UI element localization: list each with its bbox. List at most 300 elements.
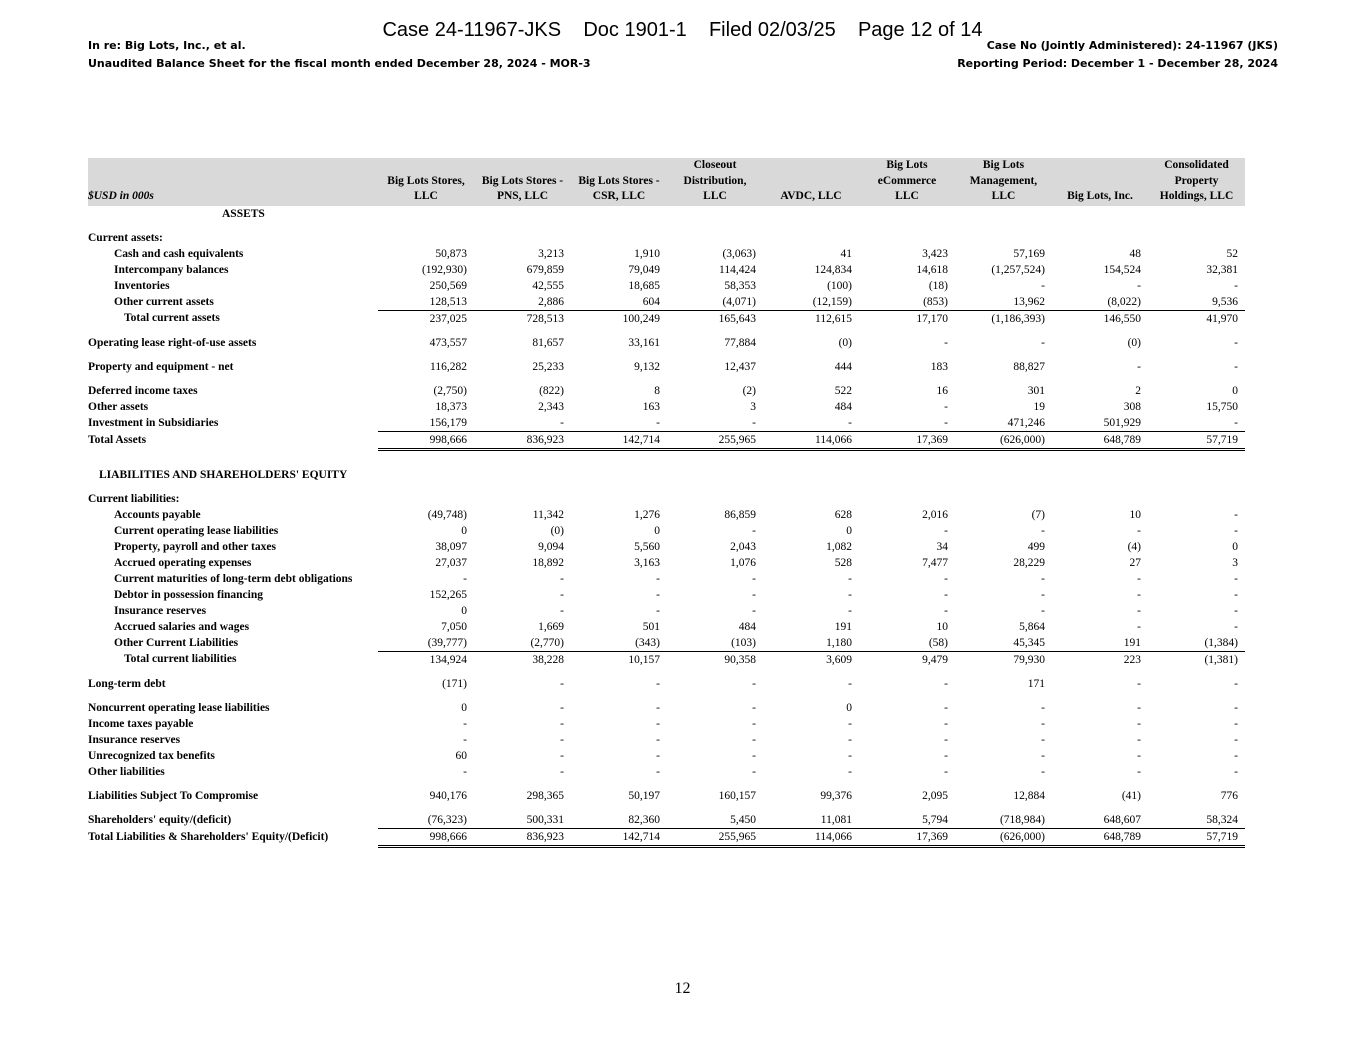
row-label: Other Current Liabilities [114, 636, 239, 649]
table-row [88, 700, 1245, 716]
value-cell: - [656, 416, 660, 429]
value-cell: 154,524 [1103, 263, 1141, 276]
column-header-line: Big Lots Stores - [481, 174, 564, 187]
value-cell: 38,097 [435, 540, 467, 553]
value-cell: 679,859 [526, 263, 564, 276]
value-cell: - [1041, 701, 1045, 714]
value-cell: 42,555 [532, 279, 564, 292]
value-cell: 163 [642, 400, 660, 413]
balance-sheet-table [88, 158, 1245, 848]
value-cell: 12,437 [724, 360, 756, 373]
column-header-line [763, 174, 859, 190]
value-cell: 500,331 [526, 813, 564, 826]
spacer-row [88, 780, 1245, 788]
value-cell: - [1041, 604, 1045, 617]
value-cell: 57,719 [1148, 431, 1245, 449]
column-header [1052, 158, 1148, 206]
spacer-cell [88, 804, 1245, 812]
section-title: ASSETS [222, 207, 265, 220]
row-label: Current operating lease liabilities [114, 524, 279, 537]
value-cell: 114,066 [763, 828, 859, 846]
value-cell: (1,186,393) [955, 310, 1052, 327]
value-cell: 134,924 [378, 651, 474, 668]
value-cell: 648,607 [1103, 813, 1141, 826]
column-header-line: Closeout [693, 159, 737, 171]
row-label: Other current assets [114, 295, 214, 308]
value-cell: - [560, 677, 564, 690]
value-cell: - [1234, 524, 1238, 537]
value-cell: 9,479 [859, 651, 955, 668]
value-cell: (8,022) [1107, 295, 1141, 308]
value-cell: - [848, 765, 852, 778]
value-cell: - [752, 749, 756, 762]
value-cell: 77,884 [724, 336, 756, 349]
value-cell: - [1234, 508, 1238, 521]
value-cell: 12,884 [1013, 789, 1045, 802]
value-cell: 16 [936, 384, 948, 397]
row-label: Liabilities Subject To Compromise [88, 789, 259, 802]
row-label: Shareholders' equity/(deficit) [88, 813, 232, 826]
value-cell: 5,450 [730, 813, 756, 826]
value-cell: - [656, 677, 660, 690]
value-cell: 58,353 [724, 279, 756, 292]
table-row [88, 310, 1245, 327]
value-cell: 28,229 [1013, 556, 1045, 569]
row-label: Unrecognized tax benefits [88, 749, 215, 762]
value-cell: 41 [840, 247, 852, 260]
value-cell: 2,343 [538, 400, 564, 413]
value-cell: - [1234, 572, 1238, 585]
value-cell: (2,770) [530, 636, 564, 649]
table-row [88, 359, 1245, 375]
value-cell: 60 [455, 749, 467, 762]
value-cell: 100,249 [571, 310, 667, 327]
value-cell: - [1041, 733, 1045, 746]
value-cell: - [944, 400, 948, 413]
row-label: Insurance reserves [88, 733, 181, 746]
row-label: Other liabilities [88, 765, 165, 778]
value-cell: 10 [936, 620, 948, 633]
value-cell: 9,132 [634, 360, 660, 373]
value-cell: - [1137, 765, 1141, 778]
value-cell: 648,789 [1052, 431, 1148, 449]
value-cell: - [848, 416, 852, 429]
value-cell: 836,923 [474, 828, 571, 846]
table-row [88, 523, 1245, 539]
value-cell: - [560, 733, 564, 746]
value-cell: 38,228 [474, 651, 571, 668]
value-cell: 528 [834, 556, 852, 569]
value-cell: - [1234, 701, 1238, 714]
table-row [88, 262, 1245, 278]
spacer-row [88, 668, 1245, 676]
value-cell: - [1137, 360, 1141, 373]
value-cell: - [1137, 749, 1141, 762]
table-row [88, 764, 1245, 780]
value-cell: 10 [1129, 508, 1141, 521]
value-cell: - [752, 588, 756, 601]
value-cell: 628 [834, 508, 852, 521]
value-cell: 160,157 [718, 789, 756, 802]
value-cell: 0 [461, 701, 467, 714]
value-cell: - [1137, 733, 1141, 746]
value-cell: 0 [1232, 384, 1238, 397]
value-cell: 298,365 [526, 789, 564, 802]
value-cell: - [944, 749, 948, 762]
spacer-cell [88, 327, 1245, 335]
value-cell: 79,930 [955, 651, 1052, 668]
value-cell: - [944, 416, 948, 429]
value-cell: 9,536 [1212, 295, 1238, 308]
value-cell: - [656, 765, 660, 778]
table-row [88, 732, 1245, 748]
value-cell: 146,550 [1052, 310, 1148, 327]
value-cell: - [1234, 749, 1238, 762]
section-heading-row [88, 230, 1245, 246]
value-cell: (718,984) [999, 813, 1045, 826]
value-cell: 81,657 [532, 336, 564, 349]
column-header [763, 158, 859, 206]
value-cell: - [944, 604, 948, 617]
column-header-line: Big Lots [886, 159, 928, 171]
row-label: Inventories [114, 279, 170, 292]
value-cell: - [1137, 604, 1141, 617]
row-label: Investment in Subsidiaries [88, 416, 219, 429]
value-cell: - [1137, 279, 1141, 292]
value-cell: (100) [827, 279, 852, 292]
value-cell: - [1137, 620, 1141, 633]
value-cell: 3,423 [922, 247, 948, 260]
value-cell: - [1234, 416, 1238, 429]
spacer-cell [88, 449, 1245, 459]
value-cell: - [560, 588, 564, 601]
value-cell: 171 [1027, 677, 1045, 690]
value-cell: 0 [461, 604, 467, 617]
value-cell: (7) [1031, 508, 1045, 521]
value-cell: 142,714 [571, 828, 667, 846]
value-cell: - [560, 572, 564, 585]
value-cell: - [944, 733, 948, 746]
value-cell: (626,000) [955, 828, 1052, 846]
value-cell: 2,886 [538, 295, 564, 308]
value-cell: 223 [1052, 651, 1148, 668]
table-row [88, 399, 1245, 415]
value-cell: - [656, 733, 660, 746]
value-cell: (12,159) [812, 295, 852, 308]
value-cell: - [752, 717, 756, 730]
column-header [474, 158, 571, 206]
value-cell: (192,930) [421, 263, 467, 276]
value-cell: 728,513 [474, 310, 571, 327]
value-cell: 165,643 [667, 310, 763, 327]
value-cell: - [1234, 279, 1238, 292]
spacer-cell [88, 351, 1245, 359]
spacer-cell [88, 780, 1245, 788]
value-cell: 0 [846, 524, 852, 537]
column-header-line [571, 158, 667, 174]
value-cell: (822) [539, 384, 564, 397]
value-cell: - [1234, 717, 1238, 730]
value-cell: 484 [834, 400, 852, 413]
value-cell: 5,864 [1019, 620, 1045, 633]
value-cell: 34 [936, 540, 948, 553]
column-header-line: AVDC, LLC [780, 190, 842, 202]
value-cell: 18,685 [628, 279, 660, 292]
column-header-line: Big Lots, Inc. [1067, 190, 1133, 202]
value-cell: 17,369 [859, 431, 955, 449]
value-cell: - [848, 677, 852, 690]
column-header-line: Management, [969, 174, 1038, 187]
value-cell: 522 [834, 384, 852, 397]
section-title-row [88, 206, 1245, 222]
value-cell: - [944, 588, 948, 601]
spacer-row [88, 375, 1245, 383]
column-header-row [88, 158, 1245, 206]
table-row [88, 571, 1245, 587]
value-cell: 0 [461, 524, 467, 537]
row-label: Noncurrent operating lease liabilities [88, 701, 270, 714]
row-label: Operating lease right-of-use assets [88, 336, 257, 349]
column-header [1148, 158, 1245, 206]
value-cell: - [1234, 765, 1238, 778]
value-cell: (3,063) [722, 247, 756, 260]
value-cell: - [656, 701, 660, 714]
value-cell: (626,000) [955, 431, 1052, 449]
column-header-line: Big Lots [982, 159, 1025, 171]
spacer-cell [88, 459, 1245, 467]
value-cell: 112,615 [763, 310, 859, 327]
column-header-line: Consolidated [1164, 159, 1229, 171]
value-cell: 3 [1232, 556, 1238, 569]
value-cell: - [1137, 677, 1141, 690]
value-cell: - [656, 572, 660, 585]
value-cell: (1,384) [1204, 636, 1238, 649]
row-label: Current maturities of long-term debt obligations [114, 572, 353, 585]
table-row [88, 507, 1245, 523]
value-cell: 1,082 [826, 540, 852, 553]
balance-sheet-body [88, 206, 1245, 847]
row-label: Income taxes payable [88, 717, 194, 730]
spacer-cell [88, 668, 1245, 676]
value-cell: 183 [930, 360, 948, 373]
value-cell: 604 [642, 295, 660, 308]
value-cell: 998,666 [378, 828, 474, 846]
value-cell: - [752, 524, 756, 537]
value-cell: (0) [838, 336, 852, 349]
value-cell: - [752, 677, 756, 690]
value-cell: 48 [1129, 247, 1141, 260]
table-row [88, 619, 1245, 635]
value-cell: 501 [642, 620, 660, 633]
value-cell: 27 [1129, 556, 1141, 569]
value-cell: - [944, 572, 948, 585]
value-cell: 13,962 [1013, 295, 1045, 308]
value-cell: 237,025 [378, 310, 474, 327]
table-row [88, 335, 1245, 351]
column-header-line: LLC [991, 190, 1016, 202]
value-cell: 50,197 [628, 789, 660, 802]
column-header-line: LLC [895, 190, 919, 202]
value-cell: 473,557 [429, 336, 467, 349]
value-cell: (1,381) [1148, 651, 1245, 668]
value-cell: - [752, 701, 756, 714]
value-cell: - [656, 749, 660, 762]
value-cell: (103) [731, 636, 756, 649]
value-cell: - [944, 717, 948, 730]
value-cell: 1,076 [730, 556, 756, 569]
value-cell: - [944, 677, 948, 690]
value-cell: - [463, 733, 467, 746]
column-header-line [763, 158, 859, 174]
value-cell: 79,049 [628, 263, 660, 276]
value-cell: - [1234, 588, 1238, 601]
value-cell: - [560, 604, 564, 617]
value-cell: 5,560 [634, 540, 660, 553]
value-cell: 308 [1123, 400, 1141, 413]
value-cell: - [1041, 765, 1045, 778]
value-cell: 41,970 [1148, 310, 1245, 327]
column-header-line [1052, 158, 1148, 174]
value-cell: - [848, 588, 852, 601]
value-cell: (0) [1127, 336, 1141, 349]
value-cell: (1,257,524) [991, 263, 1045, 276]
value-cell: - [1137, 588, 1141, 601]
row-label: Total current assets [124, 312, 220, 325]
row-label: Total Assets [88, 434, 147, 446]
value-cell: 2,043 [730, 540, 756, 553]
value-cell: 255,965 [667, 431, 763, 449]
section-heading: Current liabilities: [88, 492, 180, 505]
value-cell: 301 [1027, 384, 1045, 397]
value-cell: 1,180 [826, 636, 852, 649]
value-cell: 18,373 [435, 400, 467, 413]
column-header [571, 158, 667, 206]
value-cell: - [752, 733, 756, 746]
value-cell: 444 [834, 360, 852, 373]
table-row [88, 748, 1245, 764]
row-label: Intercompany balances [114, 263, 229, 276]
value-cell: - [1234, 336, 1238, 349]
spacer-row [88, 222, 1245, 230]
page-number: 12 [674, 980, 691, 997]
spacer-row [88, 449, 1245, 459]
value-cell: 191 [834, 620, 852, 633]
value-cell: 57,169 [1013, 247, 1045, 260]
value-cell: 114,066 [763, 431, 859, 449]
reporting-period: Reporting Period: December 1 - December 28, 2024 [957, 57, 1278, 70]
spacer-row [88, 351, 1245, 359]
value-cell: 648,789 [1052, 828, 1148, 846]
row-label: Insurance reserves [114, 604, 207, 617]
value-cell: 471,246 [1007, 416, 1045, 429]
value-cell: 836,923 [474, 431, 571, 449]
value-cell: 9,094 [538, 540, 564, 553]
value-cell: (76,323) [427, 813, 467, 826]
value-cell: (0) [550, 524, 564, 537]
value-cell: 255,965 [667, 828, 763, 846]
value-cell: 128,513 [429, 295, 467, 308]
value-cell: 499 [1027, 540, 1045, 553]
value-cell: 88,827 [1013, 360, 1045, 373]
value-cell: (2) [742, 384, 756, 397]
table-row [88, 676, 1245, 692]
column-header-line: LLC [414, 190, 438, 202]
value-cell: 99,376 [820, 789, 852, 802]
value-cell: 15,750 [1206, 400, 1238, 413]
value-cell: - [848, 604, 852, 617]
value-cell: 11,081 [820, 813, 852, 826]
row-label: Property, payroll and other taxes [114, 540, 276, 553]
value-cell: - [1041, 572, 1045, 585]
value-cell: 998,666 [378, 431, 474, 449]
table-row [88, 603, 1245, 619]
value-cell: 3,163 [634, 556, 660, 569]
value-cell: 116,282 [430, 360, 467, 373]
column-header [667, 158, 763, 206]
value-cell: 52 [1226, 247, 1238, 260]
column-header-line: Distribution, [683, 174, 747, 187]
column-header-line: Big Lots Stores - [578, 174, 660, 187]
value-cell: 50,873 [435, 247, 467, 260]
value-cell: - [656, 588, 660, 601]
value-cell: 19 [1033, 400, 1045, 413]
value-cell: - [1137, 701, 1141, 714]
table-row [88, 587, 1245, 603]
value-cell: 124,834 [814, 263, 852, 276]
value-cell: - [560, 717, 564, 730]
report-title: Unaudited Balance Sheet for the fiscal month ended December 28, 2024 - MOR-3 [88, 57, 591, 70]
value-cell: - [1234, 733, 1238, 746]
row-label: Total Liabilities & Shareholders' Equity/(Deficit) [88, 831, 329, 843]
section-title: LIABILITIES AND SHAREHOLDERS' EQUITY [99, 468, 348, 481]
value-cell: (171) [442, 677, 467, 690]
table-row [88, 246, 1245, 262]
value-cell: - [752, 572, 756, 585]
value-cell: 17,369 [859, 828, 955, 846]
column-header-line: Big Lots Stores, [387, 174, 465, 187]
value-cell: 156,179 [429, 416, 467, 429]
column-header-line [378, 158, 474, 174]
value-cell: 142,714 [571, 431, 667, 449]
value-cell: (18) [928, 279, 948, 292]
value-cell: - [1234, 360, 1238, 373]
value-cell: (58) [928, 636, 948, 649]
column-header [859, 158, 955, 206]
table-row [88, 788, 1245, 804]
value-cell: 940,176 [429, 789, 467, 802]
row-label: Accounts payable [114, 508, 201, 521]
value-cell: 3,609 [763, 651, 859, 668]
value-cell: 250,569 [429, 279, 467, 292]
spacer-cell [88, 692, 1245, 700]
table-row [88, 635, 1245, 652]
column-header [378, 158, 474, 206]
row-label: Accrued operating expenses [114, 556, 252, 569]
table-row [88, 828, 1245, 846]
value-cell: 152,265 [429, 588, 467, 601]
row-label: Cash and cash equivalents [114, 247, 244, 260]
value-cell: 2,016 [922, 508, 948, 521]
spacer-cell [88, 222, 1245, 230]
value-cell: - [656, 717, 660, 730]
value-cell: - [1041, 749, 1045, 762]
value-cell: 3,213 [538, 247, 564, 260]
column-header-line: eCommerce [877, 174, 937, 187]
spacer-row [88, 483, 1245, 491]
value-cell: - [1041, 524, 1045, 537]
row-label: Debtor in possession financing [114, 588, 264, 601]
value-cell: - [752, 416, 756, 429]
